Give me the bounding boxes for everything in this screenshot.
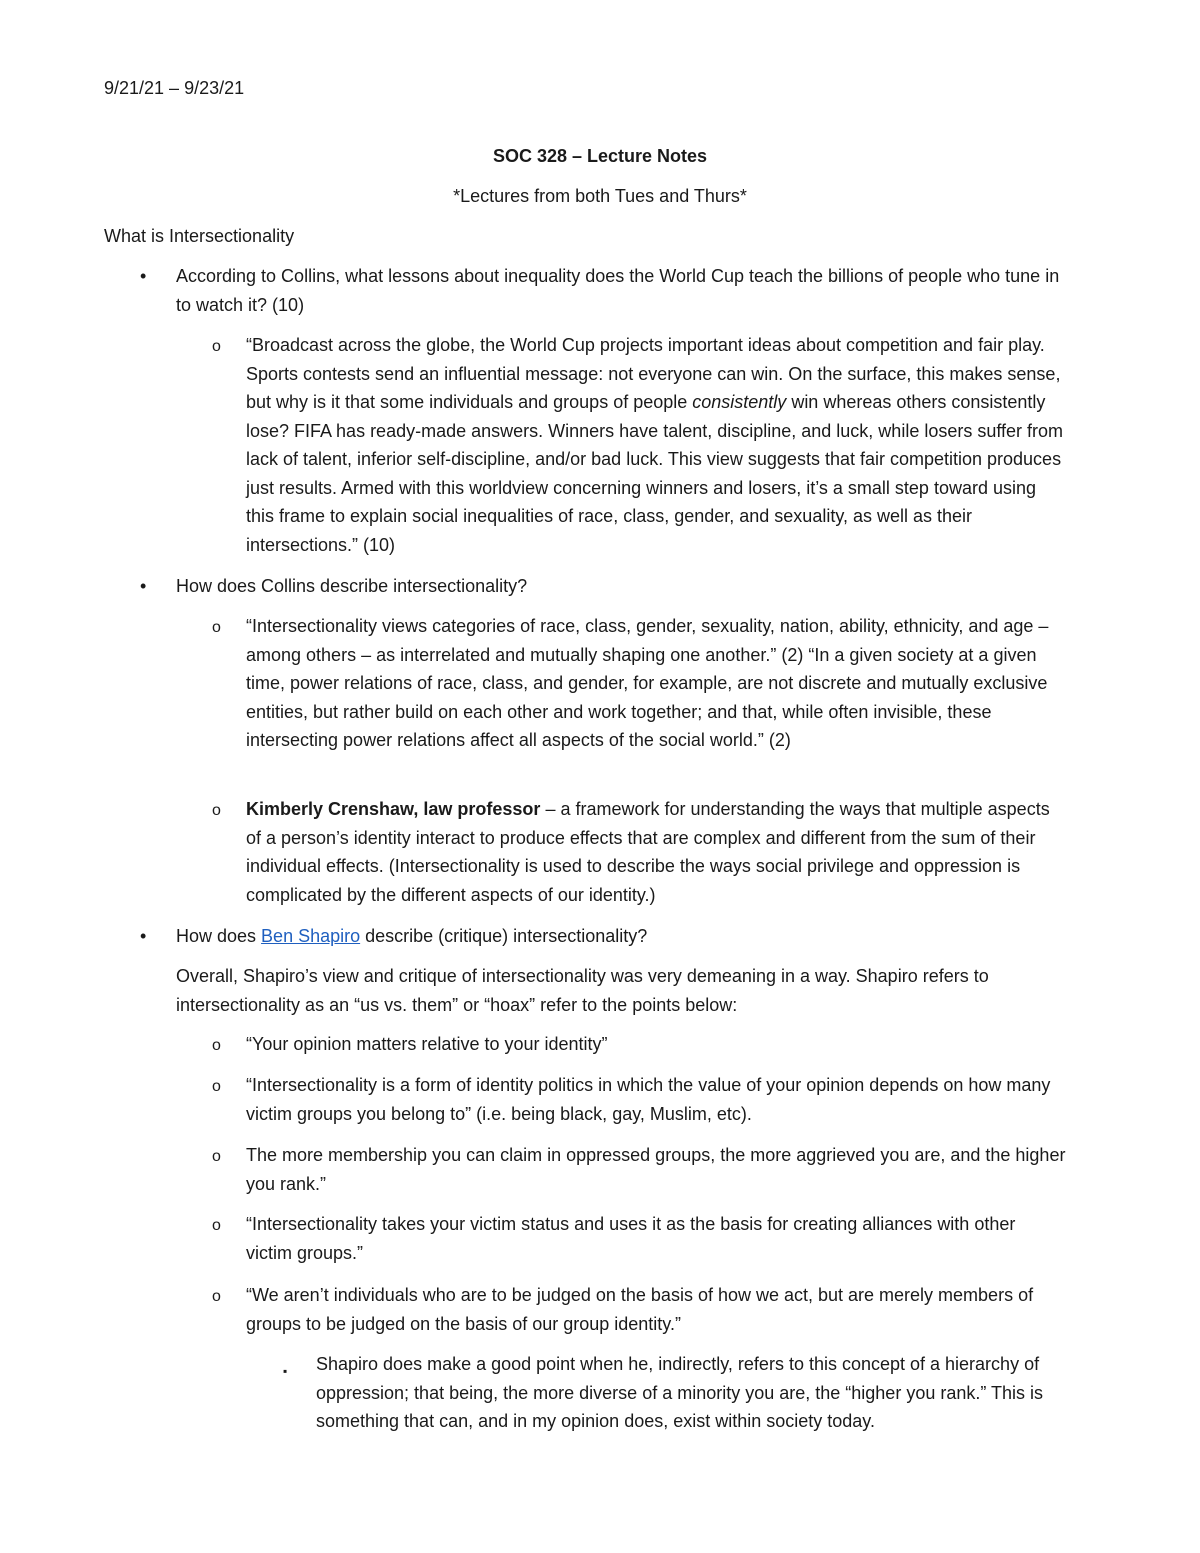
- answer-crenshaw-definition: Kimberly Crenshaw, law professor – a framework for understanding the ways that multiple aspects of a person’s identity interact to produce effects that are complex and different from the sum of their individual effects. (Intersectionality is used to describe the ways social privilege and oppression is complicated by the different aspects of our identity.): [246, 799, 1050, 905]
- question-collins-intersectionality: How does Collins describe intersectionality?: [176, 576, 528, 596]
- circle-bullet-icon: o: [212, 338, 221, 355]
- bullet-icon: •: [140, 266, 147, 286]
- circle-bullet-icon: o: [212, 1288, 221, 1305]
- circle-bullet-icon: o: [212, 1217, 221, 1234]
- answer-collins-definition: “Intersectionality views categories of race, class, gender, sexuality, nation, ability, ethnicity, and age – among others – as interrelated and mutually shaping one another.” (2) “In a given society at a given time, power relations of race, class, and gender, for example, are not discrete and mutually exclusive entities, but rather build on each other and work together; and that, while often invisible, these intersecting power relations affect all aspects of the social world.” (2): [246, 616, 1049, 750]
- circle-bullet-icon: o: [212, 1078, 221, 1095]
- question-collins-world-cup: According to Collins, what lessons about inequality does the World Cup teach the billions of people who tune in to watch it? (10): [176, 266, 1060, 315]
- shapiro-point: “Intersectionality is a form of identity politics in which the value of your opinion depends on how many victim groups you belong to” (i.e. being black, gay, Muslim, etc).: [246, 1075, 1051, 1124]
- circle-bullet-icon: o: [212, 1148, 221, 1165]
- shapiro-point: “We aren’t individuals who are to be judged on the basis of how we act, but are merely members of groups to be judged on the basis of our group identity.”: [246, 1285, 1034, 1334]
- circle-bullet-icon: o: [212, 802, 221, 819]
- emphasis-consistently: consistently: [692, 392, 787, 412]
- bullet-icon: •: [140, 926, 147, 946]
- question-shapiro-critique: How does Ben Shapiro describe (critique) intersectionality?: [176, 926, 648, 946]
- page-title: SOC 328 – Lecture Notes: [492, 146, 708, 166]
- crenshaw-label: Kimberly Crenshaw, law professor: [246, 799, 541, 819]
- ben-shapiro-link[interactable]: Ben Shapiro: [261, 926, 361, 946]
- square-bullet-icon: ▪: [283, 1364, 288, 1378]
- circle-bullet-icon: o: [212, 1037, 221, 1054]
- lecture-date: 9/21/21 – 9/23/21: [104, 78, 245, 98]
- shapiro-overview: Overall, Shapiro’s view and critique of intersectionality was very demeaning in a way. Shapiro refers to intersectionality as an “us vs. them” or “hoax” refer to the points below:: [176, 966, 989, 1015]
- answer-world-cup-quote: “Broadcast across the globe, the World Cup projects important ideas about competition and fair play. Sports contests send an influential message: not everyone can win. On the surface, this makes sense, but why is it that some individuals and groups of people consistently win whereas others consistently lose? FIFA has ready-made answers. Winners have talent, discipline, and luck, while losers suffer from lack of talent, inferior self-discipline, and/or bad luck. This view suggests that fair competition produces just results. Armed with this worldview concerning winners and losers, it’s a small step toward using this frame to explain social inequalities of race, class, gender, and sexuality, as well as their intersections.” (10): [246, 335, 1064, 555]
- bullet-icon: •: [140, 576, 147, 596]
- shapiro-sub-point: Shapiro does make a good point when he, indirectly, refers to this concept of a hierarchy of oppression; that being, the more diverse of a minority you are, the “higher you rank.” This is something that can, and in my opinion does, exist within society today.: [316, 1354, 1044, 1431]
- circle-bullet-icon: o: [212, 619, 221, 636]
- shapiro-point: The more membership you can claim in oppressed groups, the more aggrieved you are, and the higher you rank.”: [246, 1145, 1066, 1194]
- shapiro-point: “Your opinion matters relative to your identity”: [246, 1034, 608, 1054]
- shapiro-point: “Intersectionality takes your victim status and uses it as the basis for creating alliances with other victim groups.”: [246, 1214, 1016, 1263]
- page-subtitle: *Lectures from both Tues and Thurs*: [453, 186, 747, 206]
- section-heading: What is Intersectionality: [104, 226, 295, 246]
